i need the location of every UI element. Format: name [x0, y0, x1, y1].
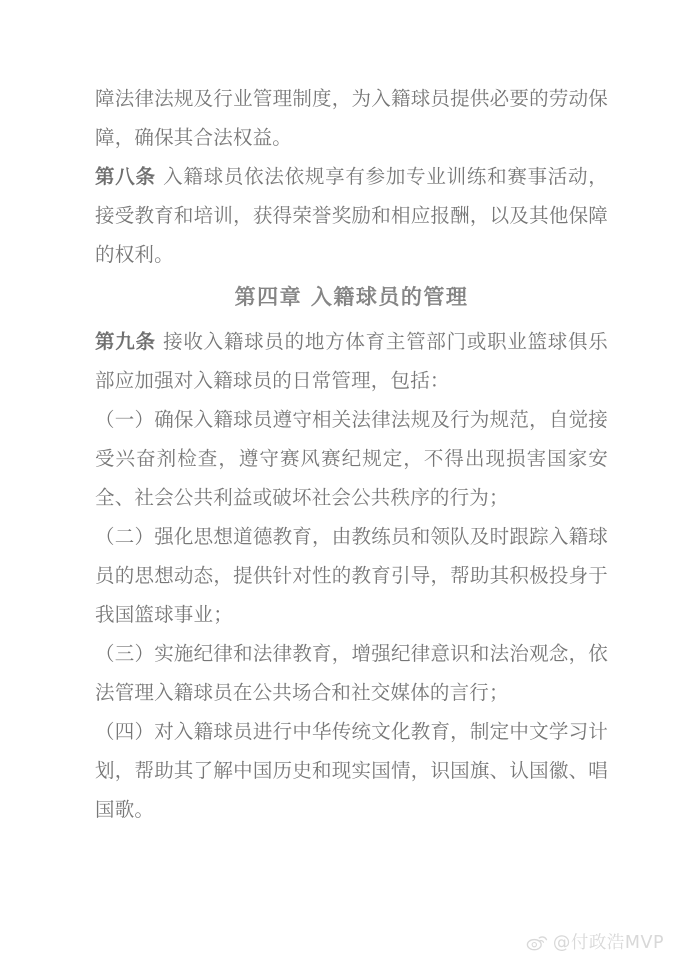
paragraph-article-9: [95, 322, 608, 400]
paragraph-article-8: [95, 157, 608, 274]
list-item-3: [95, 634, 608, 712]
paragraph-continuation: [95, 79, 608, 157]
weibo-icon: [526, 932, 548, 951]
list-item-4: [95, 712, 608, 829]
article-9-number: 第九条: [95, 330, 156, 353]
article-8-number: 第八条: [95, 165, 156, 188]
article-9-text: 接收入籍球员的地方体育主管部门或职业篮球俱乐部应加强对入籍球员的日常管理，包括：: [95, 330, 608, 392]
paragraph-text: 障法律法规及行业管理制度，为入籍球员提供必要的劳动保障，确保其合法权益。: [95, 87, 608, 149]
list-item-4-text: （四）对入籍球员进行中华传统文化教育，制定中文学习计划，帮助其了解中国历史和现实国情，识国旗、认国徽、唱国歌。: [95, 720, 608, 821]
chapter-heading: 第四章 入籍球员的管理: [234, 285, 469, 309]
list-item-1: [95, 400, 608, 517]
list-item-1-text: （一）确保入籍球员遵守相关法律法规及行为规范，自觉接受兴奋剂检查，遵守赛风赛纪规定，不得出现损害国家安全、社会公共利益或破坏社会公共秩序的行为；: [95, 408, 608, 509]
list-item-2-text: （二）强化思想道德教育，由教练员和领队及时跟踪入籍球员的思想动态，提供针对性的教育引导，帮助其积极投身于我国篮球事业；: [95, 525, 608, 626]
watermark-handle: @付政浩MVP: [552, 933, 664, 953]
article-8-text: 入籍球员依法依规享有参加专业训练和赛事活动，接受教育和培训，获得荣誉奖励和相应报酬，以及其他保障的权利。: [95, 165, 608, 266]
list-item-2: [95, 517, 608, 634]
list-item-3-text: （三）实施纪律和法律教育，增强纪律意识和法治观念，依法管理入籍球员在公共场合和社交媒体的言行；: [95, 642, 608, 704]
watermark: [526, 929, 664, 954]
document-body: [95, 79, 608, 829]
